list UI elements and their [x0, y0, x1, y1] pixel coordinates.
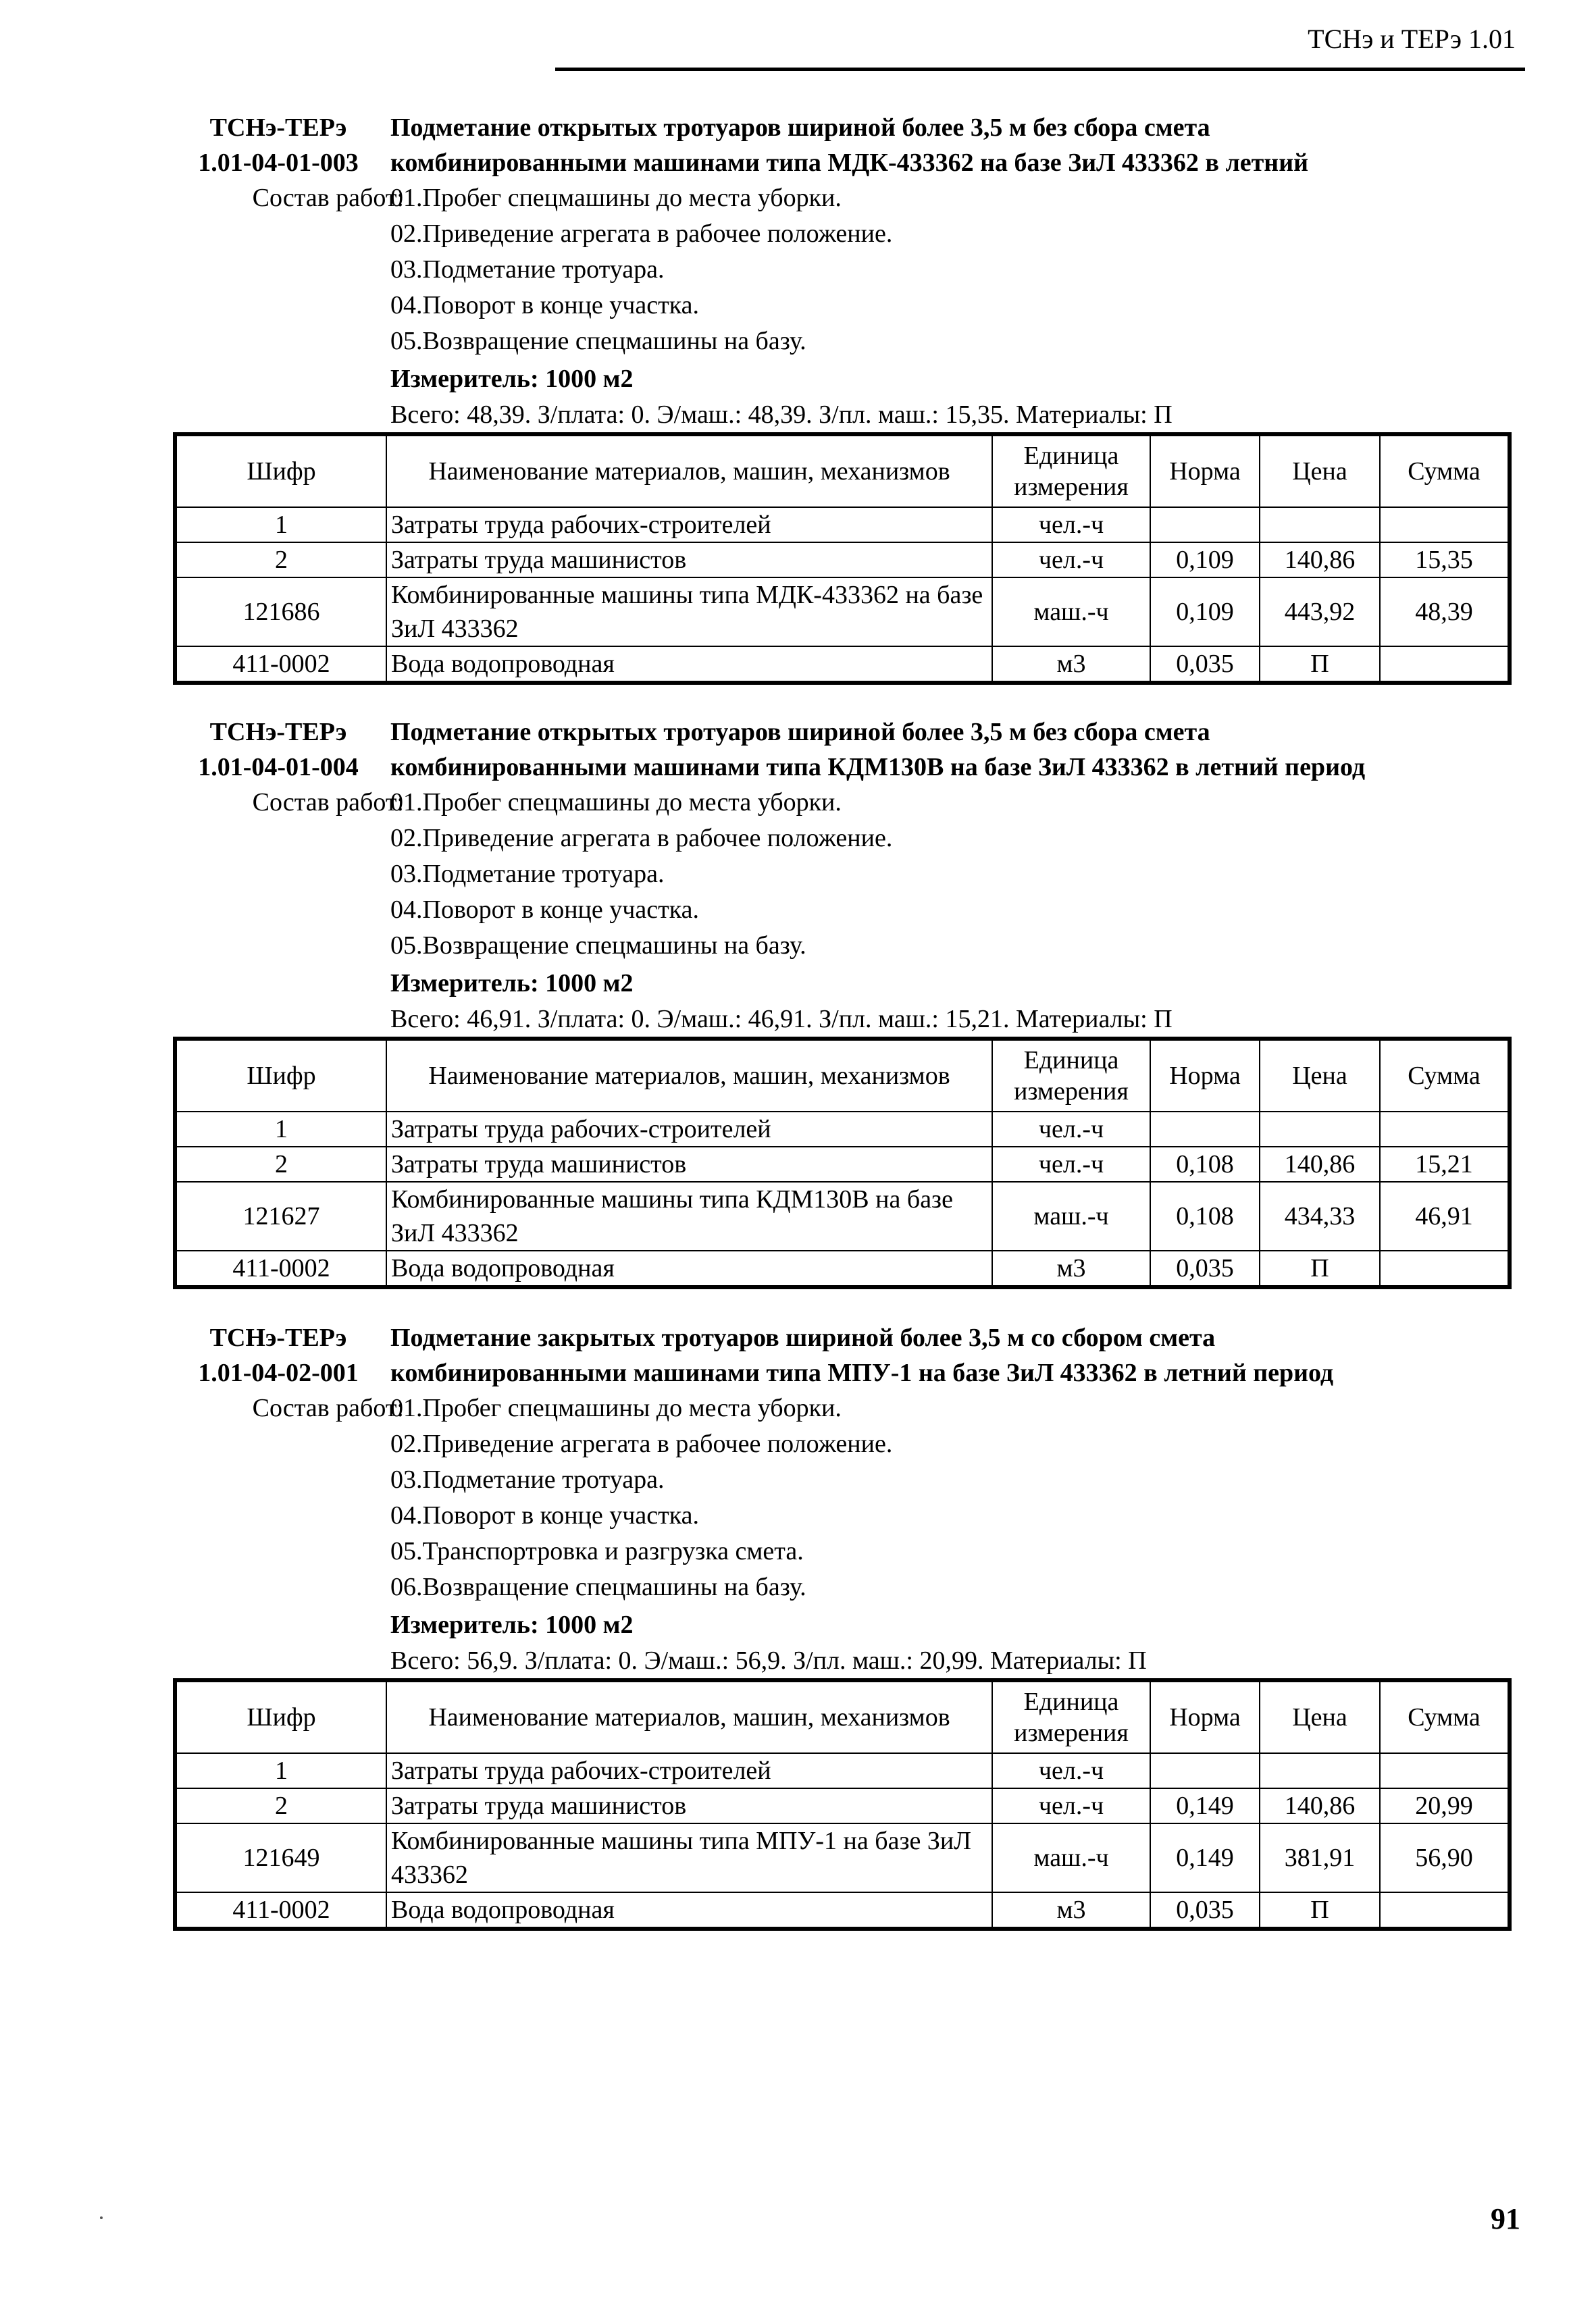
work-item: 03.Подметание тротуара. [390, 860, 665, 888]
section-title-line2: комбинированными машинами типа МДК-433362 на базе ЗиЛ 433362 в летний [390, 149, 1308, 177]
cell-code: 411-0002 [175, 1251, 386, 1287]
cell-name: Затраты труда машинистов [386, 1788, 992, 1823]
column-header-norm: Норма [1150, 434, 1260, 507]
work-item: 05.Транспортровка и разгрузка смета. [390, 1537, 804, 1565]
table-header-row [175, 434, 1510, 507]
cell-name: Комбинированные машины типа МПУ-1 на базе ЗиЛ 433362 [386, 1823, 992, 1892]
column-header-code: Шифр [175, 1680, 386, 1753]
cell-code: 2 [175, 542, 386, 577]
column-header-norm: Норма [1150, 1039, 1260, 1112]
work-list [390, 180, 892, 359]
work-item: 04.Поворот в конце участка. [390, 291, 699, 319]
cell-name: Вода водопроводная [386, 1892, 992, 1929]
cell-unit: чел.-ч [992, 542, 1150, 577]
work-item: 01.Пробег спецмашины до места уборки. [390, 1394, 842, 1422]
cell-price: П [1260, 1251, 1380, 1287]
cell-sum: 15,35 [1380, 542, 1510, 577]
cell-price: 140,86 [1260, 1788, 1380, 1823]
cell-norm [1150, 1753, 1260, 1788]
cell-norm [1150, 1112, 1260, 1147]
work-item: 02.Приведение агрегата в рабочее положение. [390, 1430, 893, 1458]
cell-sum [1380, 1753, 1510, 1788]
table-row [175, 1892, 1510, 1929]
cell-sum [1380, 507, 1510, 542]
cell-code: 411-0002 [175, 646, 386, 683]
section-title-line1: Подметание открытых тротуаров шириной более 3,5 м без сбора смета [390, 113, 1210, 142]
table-row [175, 1182, 1510, 1251]
cell-norm: 0,109 [1150, 577, 1260, 646]
totals-line: Всего: 46,91. З/плата: 0. Э/маш.: 46,91. З/пл. маш.: 15,21. Материалы: П [390, 1005, 1173, 1033]
measure-unit: Измеритель: 1000 м2 [390, 1611, 634, 1639]
cell-name: Вода водопроводная [386, 1251, 992, 1287]
cell-sum: 46,91 [1380, 1182, 1510, 1251]
work-item: 05.Возвращение спецмашины на базу. [390, 931, 806, 960]
resource-table [173, 1037, 1512, 1289]
cell-price: 140,86 [1260, 1147, 1380, 1182]
cell-name: Затраты труда рабочих-строителей [386, 1753, 992, 1788]
section-title-line1: Подметание закрытых тротуаров шириной более 3,5 м со сбором смета [390, 1324, 1216, 1352]
cell-sum [1380, 646, 1510, 683]
section-code-line2: 1.01-04-02-001 [198, 1359, 359, 1387]
column-header-name: Наименование материалов, машин, механизмов [386, 1039, 992, 1112]
cell-code: 2 [175, 1147, 386, 1182]
scan-speck [100, 2216, 103, 2219]
work-item: 05.Возвращение спецмашины на базу. [390, 327, 806, 355]
column-header-unit: Единица измерения [992, 1680, 1150, 1753]
work-item: 03.Подметание тротуара. [390, 1465, 665, 1494]
work-list [390, 1391, 892, 1605]
resource-table [173, 432, 1512, 685]
cell-unit: маш.-ч [992, 1182, 1150, 1251]
cell-sum: 48,39 [1380, 577, 1510, 646]
table-row [175, 1788, 1510, 1823]
cell-price: 443,92 [1260, 577, 1380, 646]
running-title: ТСНэ и ТЕРэ 1.01 [1308, 24, 1516, 54]
cell-price: 381,91 [1260, 1823, 1380, 1892]
work-item: 03.Подметание тротуара. [390, 255, 665, 284]
section-code-line1: ТСНэ-ТЕРэ [209, 113, 347, 142]
column-header-price: Цена [1260, 434, 1380, 507]
cell-unit: чел.-ч [992, 1788, 1150, 1823]
cell-unit: чел.-ч [992, 1147, 1150, 1182]
cell-sum: 15,21 [1380, 1147, 1510, 1182]
cell-price: П [1260, 646, 1380, 683]
cell-name: Комбинированные машины типа КДМ130В на базе ЗиЛ 433362 [386, 1182, 992, 1251]
cell-unit: чел.-ч [992, 507, 1150, 542]
cell-sum [1380, 1112, 1510, 1147]
table-row [175, 507, 1510, 542]
work-composition-label: Состав работ: [252, 788, 404, 816]
cell-unit: маш.-ч [992, 1823, 1150, 1892]
table-row [175, 1112, 1510, 1147]
cell-norm: 0,035 [1150, 1251, 1260, 1287]
cell-price: 140,86 [1260, 542, 1380, 577]
column-header-sum: Сумма [1380, 1039, 1510, 1112]
cell-unit: м3 [992, 1251, 1150, 1287]
cell-price: 434,33 [1260, 1182, 1380, 1251]
cell-unit: м3 [992, 646, 1150, 683]
cell-code: 1 [175, 507, 386, 542]
column-header-code: Шифр [175, 434, 386, 507]
work-composition-label: Состав работ: [252, 1394, 404, 1422]
work-item: 02.Приведение агрегата в рабочее положение. [390, 824, 893, 852]
cell-price [1260, 507, 1380, 542]
section-code-line2: 1.01-04-01-004 [198, 753, 359, 781]
cell-norm: 0,108 [1150, 1147, 1260, 1182]
work-item: 04.Поворот в конце участка. [390, 895, 699, 924]
table-row [175, 1251, 1510, 1287]
cell-name: Комбинированные машины типа МДК-433362 на базе ЗиЛ 433362 [386, 577, 992, 646]
page-number: 91 [1491, 2202, 1520, 2235]
table-header-row [175, 1039, 1510, 1112]
cell-code: 2 [175, 1788, 386, 1823]
table-row [175, 1147, 1510, 1182]
column-header-sum: Сумма [1380, 1680, 1510, 1753]
table-row [175, 1823, 1510, 1892]
cell-price [1260, 1112, 1380, 1147]
cell-code: 1 [175, 1112, 386, 1147]
section-code-line2: 1.01-04-01-003 [198, 149, 359, 177]
cell-norm: 0,035 [1150, 646, 1260, 683]
column-header-code: Шифр [175, 1039, 386, 1112]
cell-name: Затраты труда машинистов [386, 1147, 992, 1182]
cell-unit: чел.-ч [992, 1753, 1150, 1788]
work-composition-label: Состав работ: [252, 184, 404, 212]
cell-sum [1380, 1251, 1510, 1287]
table-header-row [175, 1680, 1510, 1753]
cell-norm: 0,149 [1150, 1788, 1260, 1823]
totals-line: Всего: 56,9. З/плата: 0. Э/маш.: 56,9. З/пл. маш.: 20,99. Материалы: П [390, 1646, 1147, 1675]
table-row [175, 542, 1510, 577]
column-header-unit: Единица измерения [992, 1039, 1150, 1112]
section-title-line1: Подметание открытых тротуаров шириной более 3,5 м без сбора смета [390, 718, 1210, 746]
work-item: 01.Пробег спецмашины до места уборки. [390, 184, 842, 212]
cell-price: П [1260, 1892, 1380, 1929]
cell-name: Затраты труда рабочих-строителей [386, 507, 992, 542]
work-item: 04.Поворот в конце участка. [390, 1501, 699, 1530]
cell-code: 121649 [175, 1823, 386, 1892]
work-list [390, 785, 892, 964]
column-header-norm: Норма [1150, 1680, 1260, 1753]
resource-table [173, 1678, 1512, 1931]
table-row [175, 1753, 1510, 1788]
cell-price [1260, 1753, 1380, 1788]
work-item: 06.Возвращение спецмашины на базу. [390, 1573, 806, 1601]
section-title-line2: комбинированными машинами типа КДМ130В на базе ЗиЛ 433362 в летний период [390, 753, 1366, 781]
column-header-sum: Сумма [1380, 434, 1510, 507]
section-code-line1: ТСНэ-ТЕРэ [209, 1324, 347, 1352]
section-code-line1: ТСНэ-ТЕРэ [209, 718, 347, 746]
column-header-unit: Единица измерения [992, 434, 1150, 507]
column-header-price: Цена [1260, 1039, 1380, 1112]
column-header-price: Цена [1260, 1680, 1380, 1753]
cell-code: 121627 [175, 1182, 386, 1251]
measure-unit: Измеритель: 1000 м2 [390, 365, 634, 393]
measure-unit: Измеритель: 1000 м2 [390, 969, 634, 997]
cell-name: Вода водопроводная [386, 646, 992, 683]
cell-sum: 20,99 [1380, 1788, 1510, 1823]
table-row [175, 577, 1510, 646]
work-item: 02.Приведение агрегата в рабочее положение. [390, 219, 893, 248]
cell-unit: маш.-ч [992, 577, 1150, 646]
column-header-name: Наименование материалов, машин, механизмов [386, 1680, 992, 1753]
section-title-line2: комбинированными машинами типа МПУ-1 на базе ЗиЛ 433362 в летний период [390, 1359, 1334, 1387]
column-header-name: Наименование материалов, машин, механизмов [386, 434, 992, 507]
cell-norm: 0,035 [1150, 1892, 1260, 1929]
cell-unit: чел.-ч [992, 1112, 1150, 1147]
cell-norm [1150, 507, 1260, 542]
cell-name: Затраты труда машинистов [386, 542, 992, 577]
cell-code: 121686 [175, 577, 386, 646]
table-row [175, 646, 1510, 683]
cell-unit: м3 [992, 1892, 1150, 1929]
cell-norm: 0,109 [1150, 542, 1260, 577]
cell-sum [1380, 1892, 1510, 1929]
running-header [555, 15, 1525, 71]
cell-code: 1 [175, 1753, 386, 1788]
totals-line: Всего: 48,39. З/плата: 0. Э/маш.: 48,39. З/пл. маш.: 15,35. Материалы: П [390, 400, 1173, 429]
cell-sum: 56,90 [1380, 1823, 1510, 1892]
cell-norm: 0,149 [1150, 1823, 1260, 1892]
cell-norm: 0,108 [1150, 1182, 1260, 1251]
cell-code: 411-0002 [175, 1892, 386, 1929]
cell-name: Затраты труда рабочих-строителей [386, 1112, 992, 1147]
work-item: 01.Пробег спецмашины до места уборки. [390, 788, 842, 816]
